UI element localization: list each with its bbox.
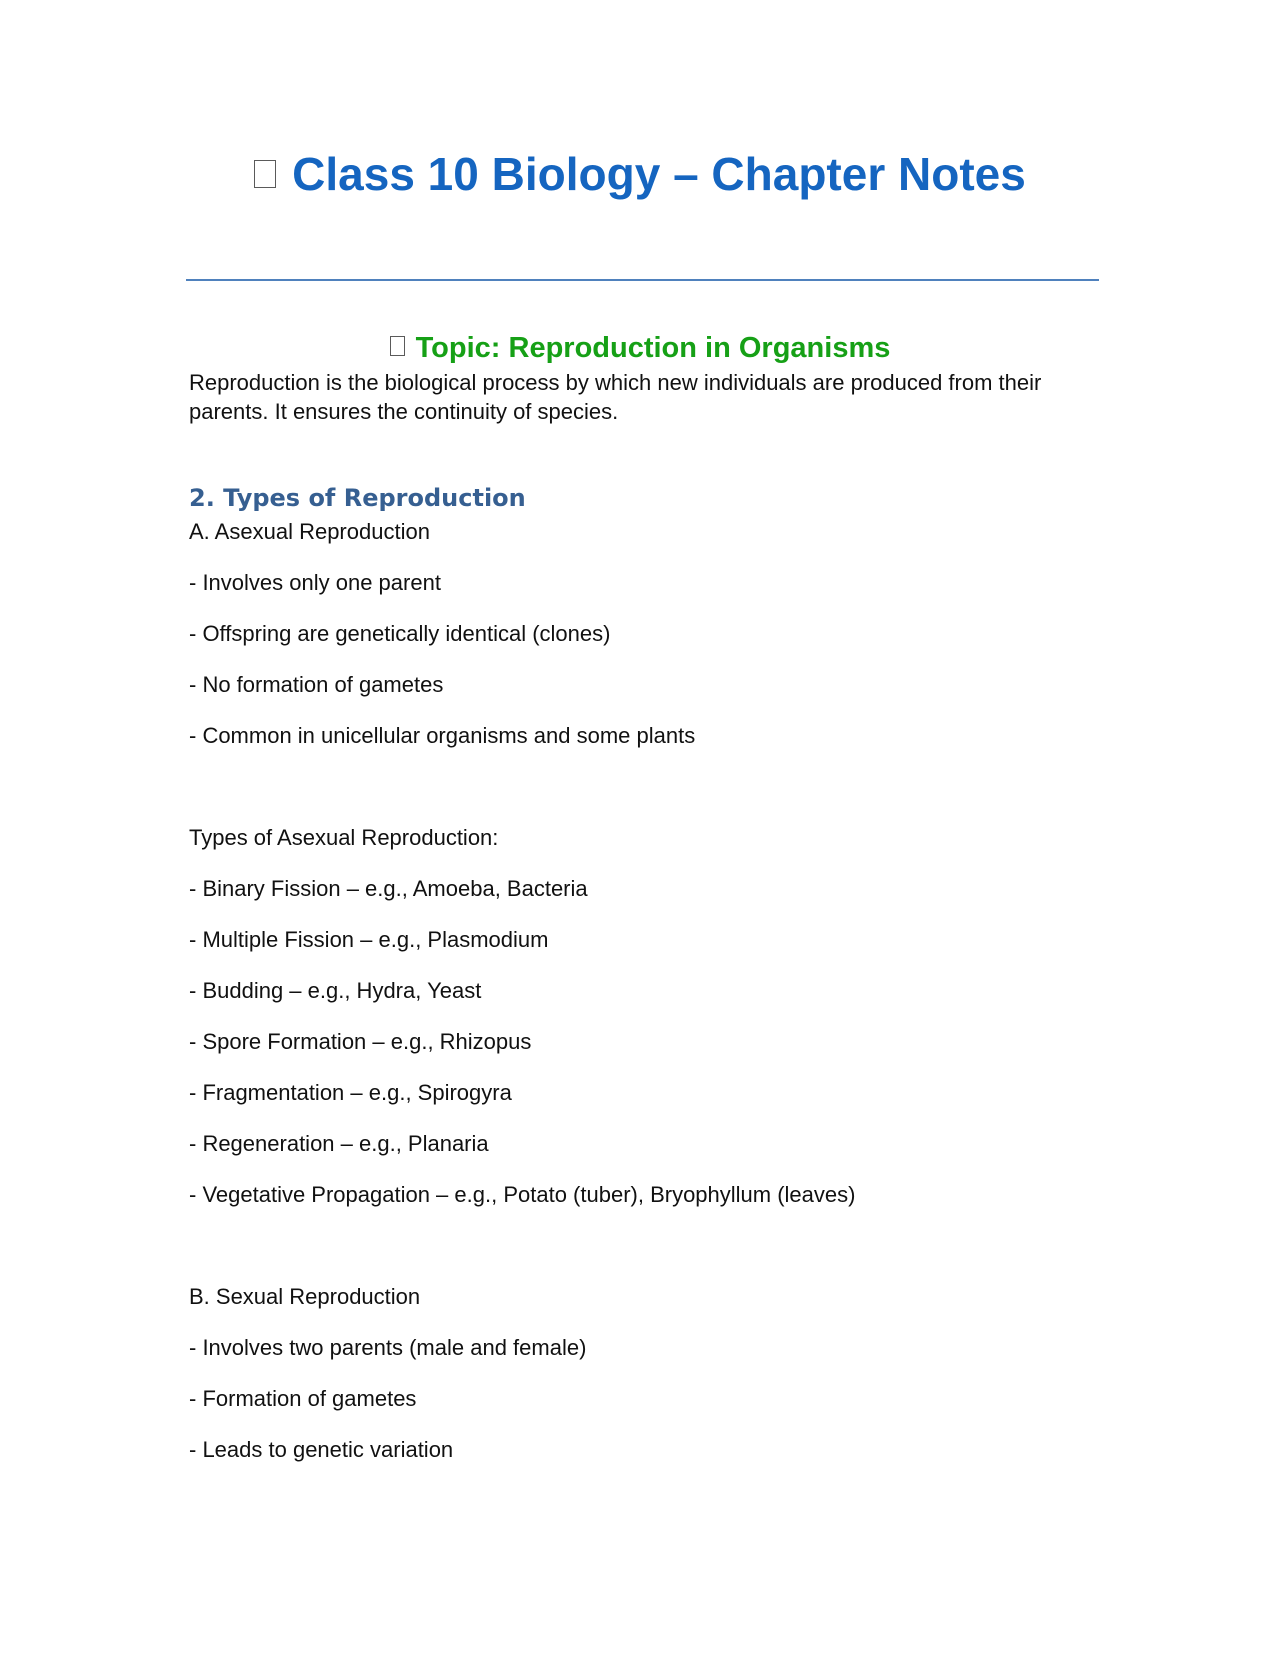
section-heading: 2. Types of Reproduction bbox=[189, 484, 526, 512]
list-item: - Spore Formation – e.g., Rhizopus bbox=[189, 1029, 532, 1054]
list-item: - No formation of gametes bbox=[189, 672, 444, 697]
list-item: - Formation of gametes bbox=[189, 1386, 417, 1411]
missing-glyph-box-icon bbox=[254, 160, 276, 188]
list-item: - Binary Fission – e.g., Amoeba, Bacteria bbox=[189, 876, 588, 901]
list-item: - Leads to genetic variation bbox=[189, 1437, 454, 1462]
missing-glyph-box-icon bbox=[390, 336, 405, 356]
list-item: - Offspring are genetically identical (clones) bbox=[189, 621, 611, 646]
list-item: - Common in unicellular organisms and some plants bbox=[189, 723, 696, 748]
intro-block bbox=[189, 368, 1094, 426]
list-item: - Regeneration – e.g., Planaria bbox=[189, 1131, 489, 1156]
page-title-text: Class 10 Biology – Chapter Notes bbox=[292, 148, 1026, 200]
list-item: - Fragmentation – e.g., Spirogyra bbox=[189, 1080, 512, 1105]
topic-heading bbox=[0, 330, 1280, 366]
intro-paragraph: Reproduction is the biological process by which new individuals are produced from their parents. It ensures the continuity of species. bbox=[189, 370, 1042, 424]
list-item: - Involves two parents (male and female) bbox=[189, 1335, 587, 1360]
page-title bbox=[0, 146, 1280, 202]
horizontal-divider bbox=[186, 279, 1099, 281]
list-item: - Vegetative Propagation – e.g., Potato (tuber), Bryophyllum (leaves) bbox=[189, 1182, 856, 1207]
sexual-heading: B. Sexual Reproduction bbox=[189, 1284, 421, 1309]
list-item: - Multiple Fission – e.g., Plasmodium bbox=[189, 927, 549, 952]
asexual-heading: A. Asexual Reproduction bbox=[189, 519, 430, 544]
list-item: - Involves only one parent bbox=[189, 570, 441, 595]
list-item: - Budding – e.g., Hydra, Yeast bbox=[189, 978, 482, 1003]
topic-heading-text: Topic: Reproduction in Organisms bbox=[415, 332, 891, 364]
asexual-types-heading: Types of Asexual Reproduction: bbox=[189, 825, 499, 850]
